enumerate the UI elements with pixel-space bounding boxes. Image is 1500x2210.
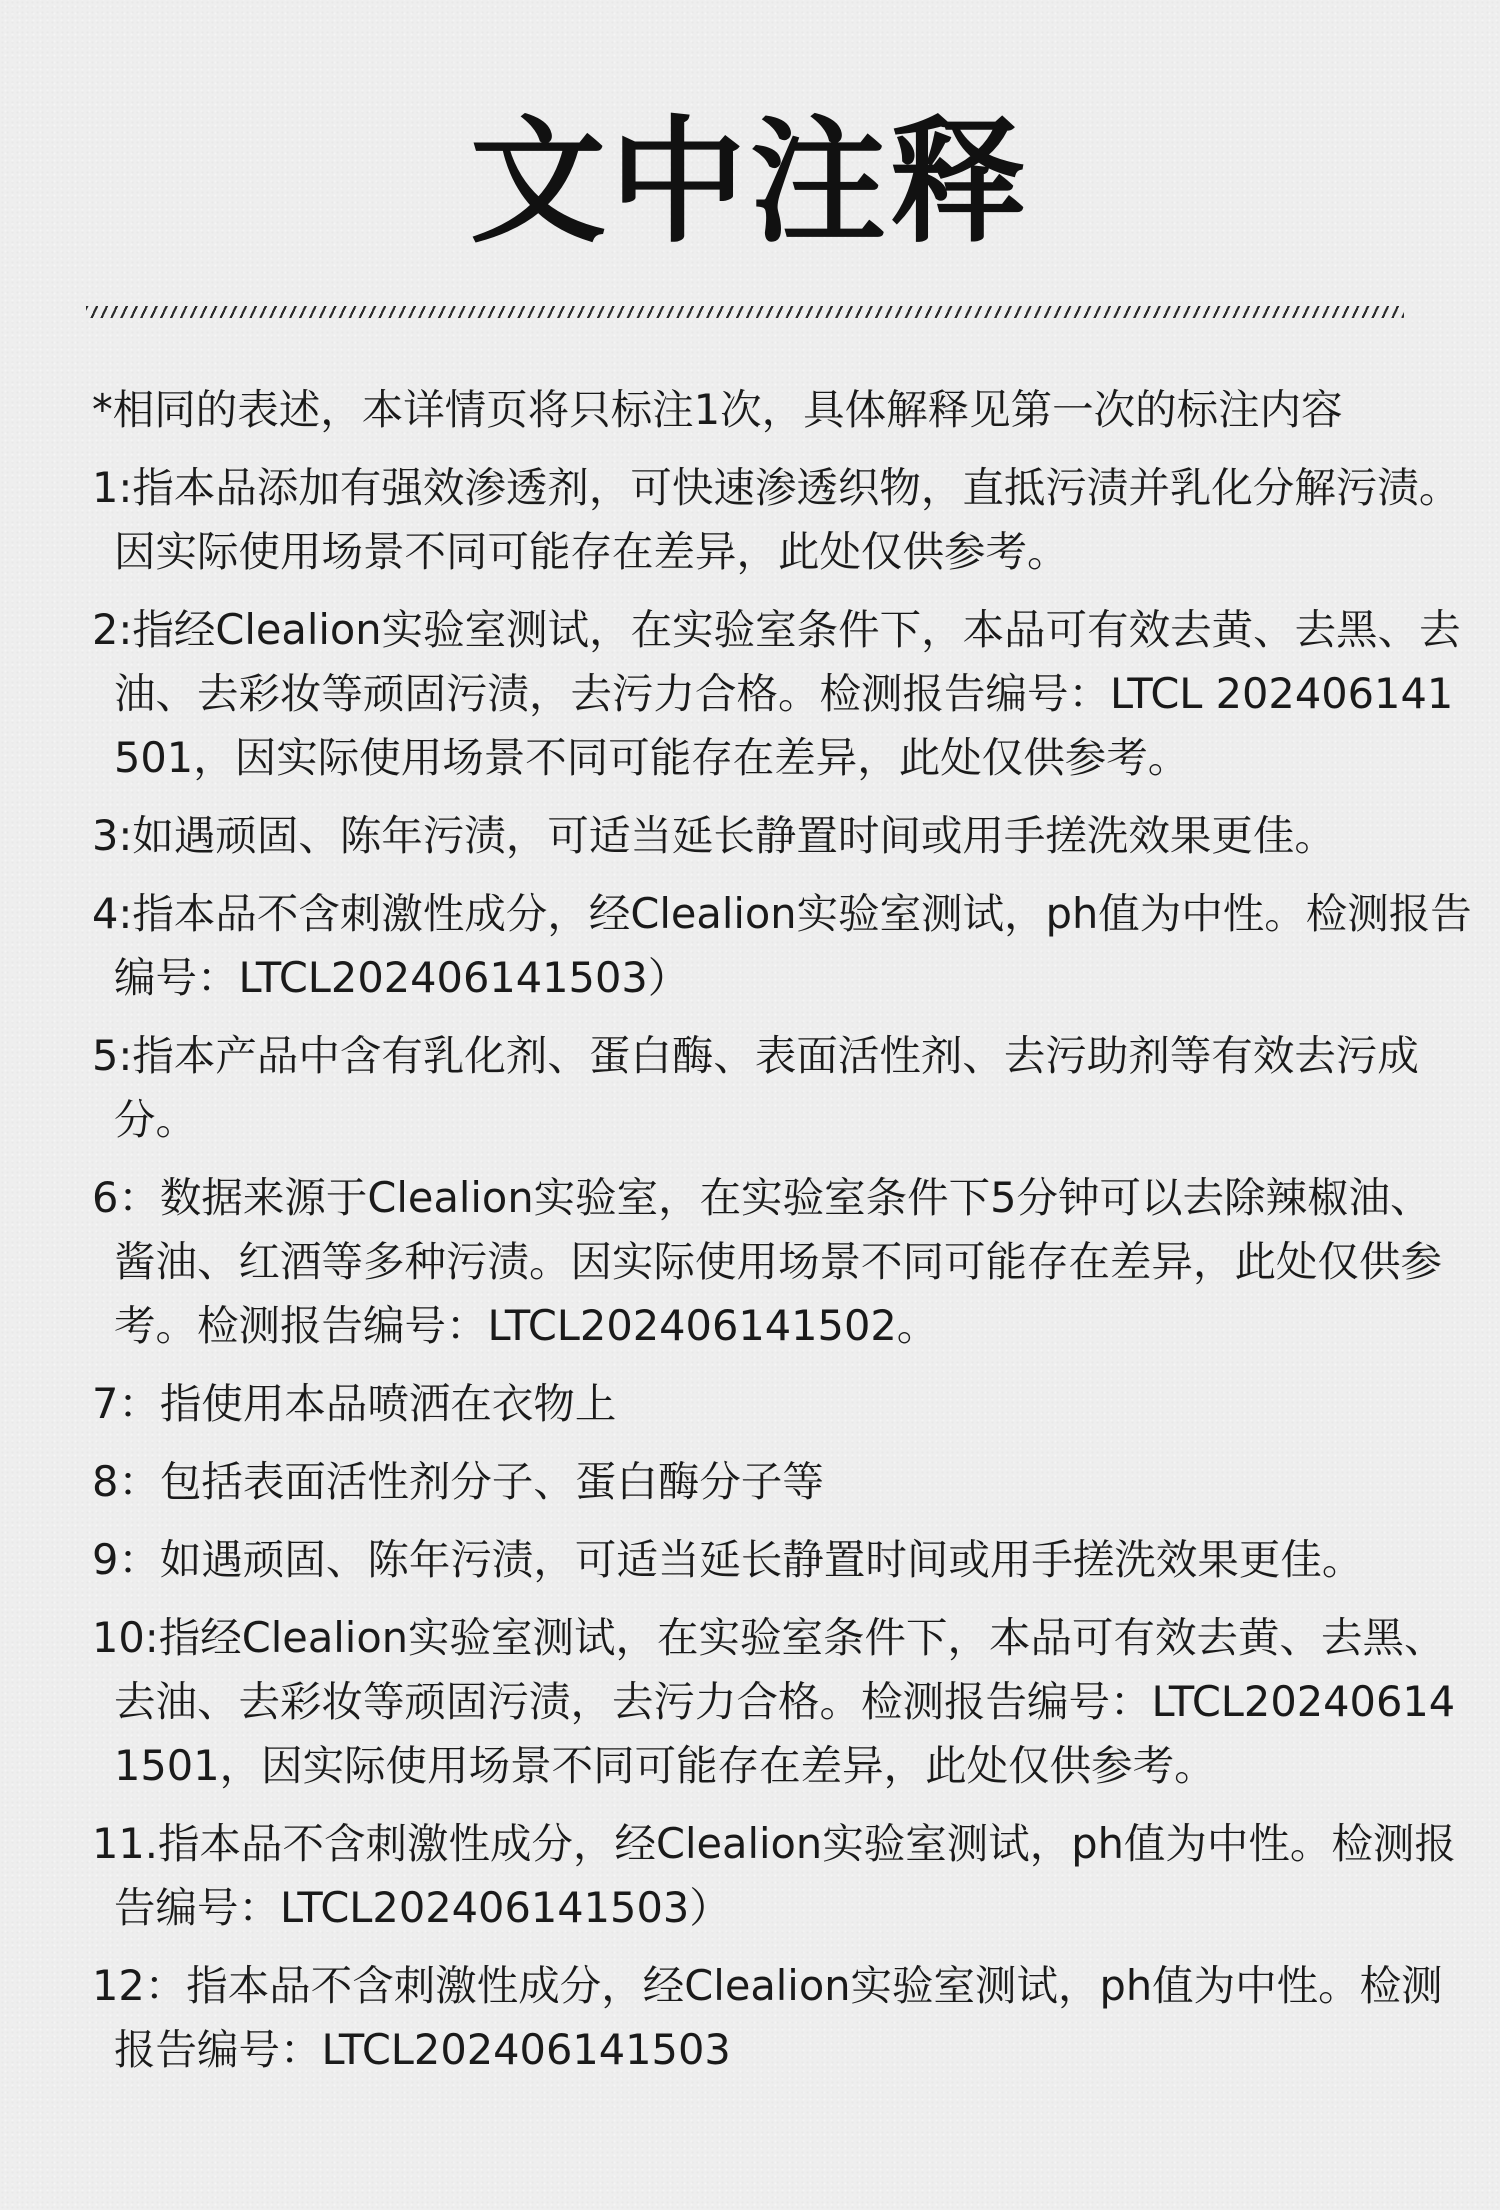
note-6: 6：数据来源于Clealion实验室，在实验室条件下5分钟可以去除辣椒油、酱油、红酒等多种污渍。因实际使用场景不同可能存在差异，此处仅供参考。检测报告编号：LTCL202406141502。 — [92, 1173, 1443, 1350]
note-5: 5:指本产品中含有乳化剂、蛋白酶、表面活性剂、去污助剂等有效去污成分。 — [92, 1031, 1419, 1144]
note-3: 3:如遇顽固、陈年污渍，可适当延长静置时间或用手搓洗效果更佳。 — [92, 811, 1336, 860]
note-9: 9：如遇顽固、陈年污渍，可适当延长静置时间或用手搓洗效果更佳。 — [92, 1535, 1364, 1584]
note-12: 12：指本品不含刺激性成分，经Clealion实验室测试，ph值为中性。检测报告编号：LTCL202406141503 — [92, 1961, 1443, 2074]
note-8: 8：包括表面活性剂分子、蛋白酶分子等 — [92, 1457, 824, 1506]
note-4: 4:指本品不含刺激性成分，经Clealion实验室测试，ph值为中性。检测报告编号：LTCL202406141503） — [92, 889, 1472, 1002]
note-11: 11.指本品不含刺激性成分，经Clealion实验室测试，ph值为中性。检测报告编号：LTCL202406141503） — [92, 1819, 1456, 1932]
note-10: 10:指经Clealion实验室测试，在实验室条件下，本品可有效去黄、去黑、去油、去彩妆等顽固污渍，去污力合格。检测报告编号：LTCL202406141501，因实际使用场景不同可能存在差异，此处仅供参考。 — [92, 1613, 1456, 1790]
note-2: 2:指经Clealion实验室测试，在实验室条件下，本品可有效去黄、去黑、去油、去彩妆等顽固污渍，去污力合格。检测报告编号：LTCL 202406141501，因实际使用场景不同可能存在差异，此处仅供参考。 — [92, 605, 1461, 782]
notes-list — [92, 378, 1472, 2096]
note-1: 1:指本品添加有强效渗透剂，可快速渗透织物，直抵污渍并乳化分解污渍。因实际使用场景不同可能存在差异，此处仅供参考。 — [92, 463, 1461, 576]
note-intro: *相同的表述，本详情页将只标注1次，具体解释见第一次的标注内容 — [92, 385, 1343, 434]
page-title: 文中注释 — [470, 104, 1030, 262]
note-7: 7：指使用本品喷洒在衣物上 — [92, 1379, 617, 1428]
hatched-divider — [86, 306, 1404, 318]
